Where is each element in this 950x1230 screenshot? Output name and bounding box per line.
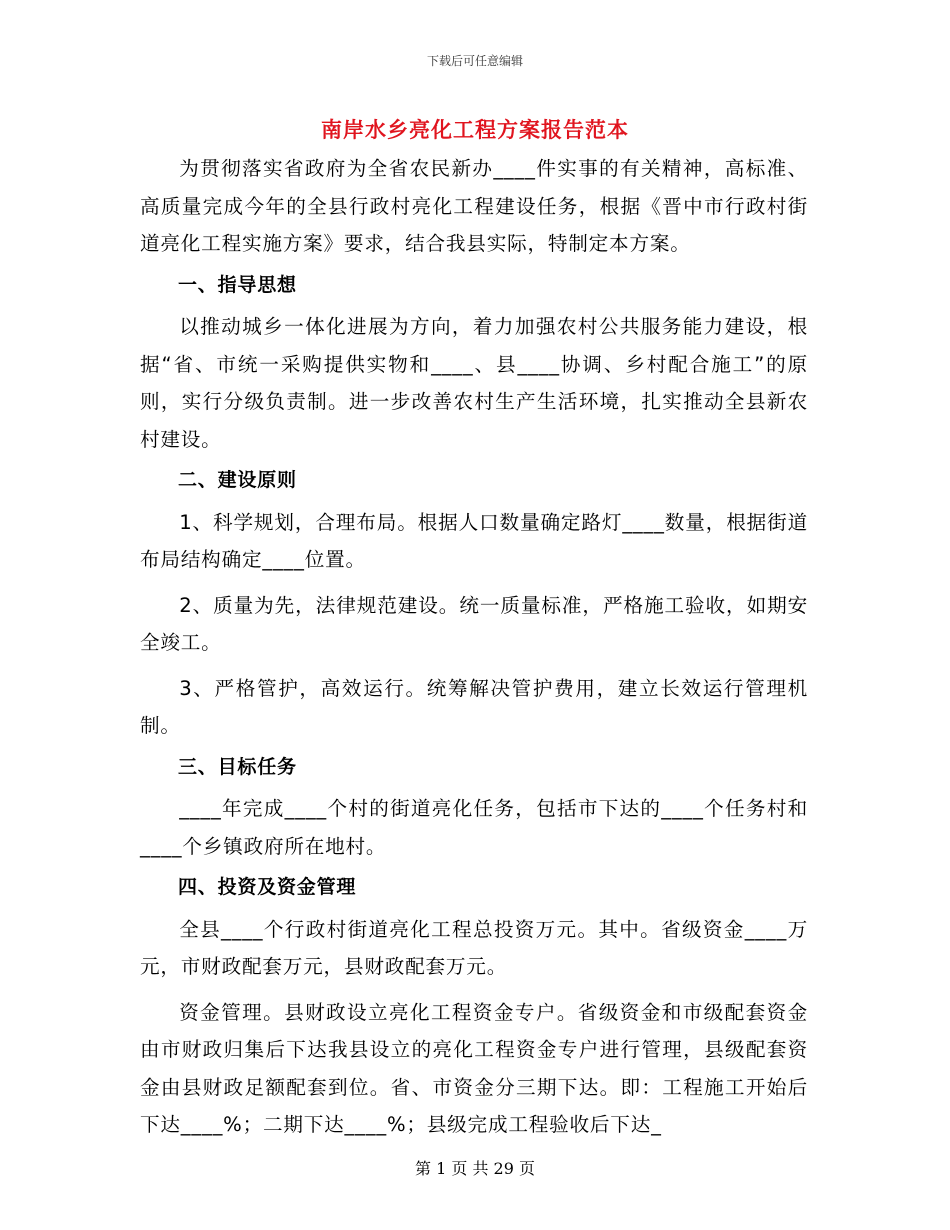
document-title: 南岸水乡亮化工程方案报告范本	[321, 118, 629, 142]
section-heading-3: 三、目标任务	[178, 755, 297, 778]
section-heading-1: 一、指导思想	[178, 273, 297, 296]
paragraph-targets: ____年完成____个村的街道亮化任务，包括市下达的____个任务村和____个乡镇政府所在地村。	[140, 797, 808, 858]
paragraph-principle-1: 1、科学规划，合理布局。根据人口数量确定路灯____数量，根据街道布局结构确定____位置。	[140, 510, 808, 571]
section-heading-4: 四、投资及资金管理	[178, 876, 357, 898]
section-heading-2: 二、建设原则	[178, 469, 297, 491]
paragraph-guiding-thought: 以推动城乡一体化进展为方向，着力加强农村公共服务能力建设，根据“省、市统一采购提供实物和____、县____协调、乡村配合施工”的原则，实行分级负责制。进一步改善农村生产生活环境，扎实推动全县新农村建设。	[140, 315, 808, 451]
paragraph-intro: 为贯彻落实省政府为全省农民新办____件实事的有关精神，高标准、高质量完成今年的全县行政村亮化工程建设任务，根据《晋中市行政村街道亮化工程实施方案》要求，结合我县实际，特制定本方案。	[140, 157, 808, 255]
document-body	[140, 150, 808, 1144]
page-header-note: 下载后可任意编辑	[426, 54, 523, 68]
page-footer-number: 第 1 页 共 29 页	[415, 1159, 535, 1178]
paragraph-fund-management: 资金管理。县财政设立亮化工程资金专户。省级资金和市级配套资金由市财政归集后下达我县设立的亮化工程资金专户进行管理，县级配套资金由县财政足额配套到位。省、市资金分三期下达。即：工程施工开始后下达____%；二期下达____%；县级完成工程验收后下达_	[140, 1000, 808, 1136]
paragraph-principle-3: 3、严格管护，高效运行。统筹解决管护费用，建立长效运行管理机制。	[140, 676, 808, 737]
paragraph-investment: 全县____个行政村街道亮化工程总投资万元。其中。省级资金____万元，市财政配套万元，县财政配套万元。	[140, 917, 808, 978]
paragraph-principle-2: 2、质量为先，法律规范建设。统一质量标准，严格施工验收，如期安全竣工。	[140, 593, 808, 654]
